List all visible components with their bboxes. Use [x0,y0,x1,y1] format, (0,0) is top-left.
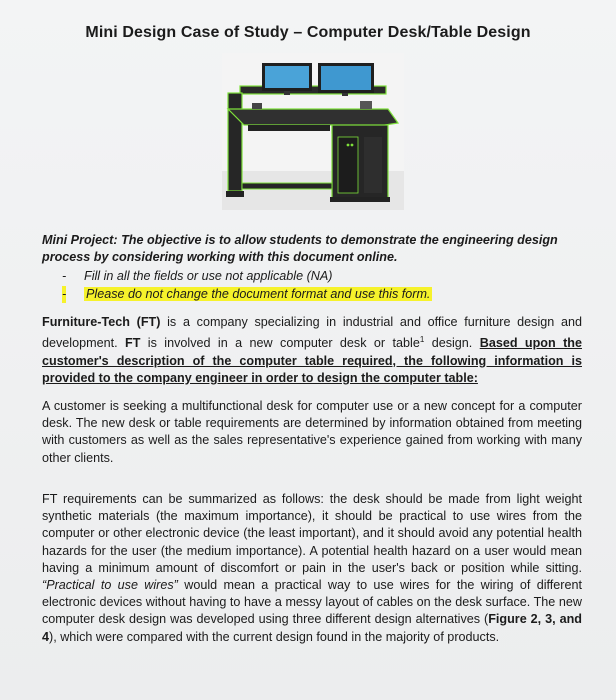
ft-text-1: is a company specializing in industrial and office furniture design and development. [42,315,582,351]
customer-paragraph [42,398,582,467]
list-item [62,268,582,286]
figure-references: Figure 2, 3, and 4 [42,612,583,644]
mini-project-label: Mini Project: [42,233,118,247]
requirements-quote: “Practical to use wires” [42,578,178,593]
customer-text: A customer is seeking a multifunctional desk for computer use or a new concept for a computer desk. The new desk or table requirements are determined by information obtained from meeting with customers as well as the sales representative's experience gained from working with many other clients. [42,399,582,465]
requirements-paragraph [42,491,582,646]
furniture-tech-paragraph [42,314,582,387]
instruction-list [62,268,582,304]
mini-project-text: The objective is to allow students to demonstrate the engineering design process by considering working with this document online. [42,233,558,265]
ft-abbrev: FT [125,336,141,351]
requirements-text-3: ), which were compared with the current design found in the majority of products. [49,629,500,644]
computer-desk-photo [222,53,404,210]
document-title: Mini Design Case of Study – Computer Desk/Table Design [85,24,531,41]
bullet-dash: - [62,269,67,283]
bullet-text: Fill in all the fields or use not applicable (NA) [84,269,333,283]
footnote-marker: 1 [419,335,425,345]
requirements-text-1: FT requirements can be summarized as follows: the desk should be made from light weight synthetic materials (the maximum importance), it should be practical to use wires from the computer or other electronic device (the least important), and it should avoid any potential health hazards for the user (the medium importance). A potential health hazard on a user would mean having a minimum amount of discomfort or pain in the user's back or position while sitting. [42,492,582,575]
list-item [62,286,582,304]
mini-project-paragraph [42,232,582,266]
company-name: Furniture-Tech (FT) [42,315,161,329]
ft-text-2: is involved in a new computer desk or table [140,336,420,351]
underlined-requirement-text: Based upon the customer's description of the computer table required, the following information is provided to the company engineer in order to design the computer table: [42,336,582,385]
bullet-text-highlighted: Please do not change the document format and use this form. [86,287,431,301]
bullet-dash: - [62,286,66,303]
ft-text-3: design. [424,336,480,351]
requirements-text-2: would mean a practical way to use wires for the wiring of different electronic devices without having to have a messy layout of cables on the desk surface. The new computer desk design was developed using three different design alternatives ( [42,578,583,627]
